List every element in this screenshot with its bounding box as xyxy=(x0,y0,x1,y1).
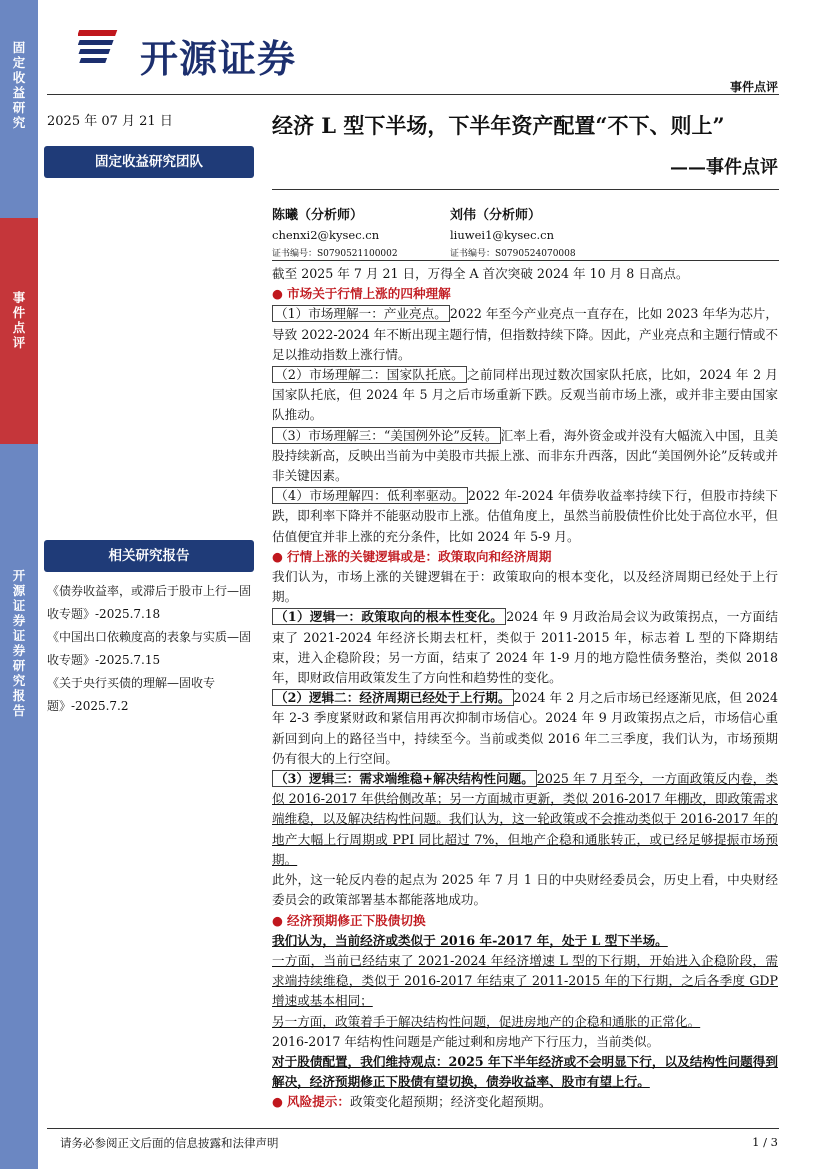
report-subtitle: ——事件点评 xyxy=(670,157,778,178)
paragraph: （2）市场理解二：国家队托底。 之前同样出现过数次国家队托底，比如，2024 年 2 月国家队托底，但 2024 年 5 月之后市场重新下跌。反观当前市场上涨，或并非主要由国家队推动。 xyxy=(272,367,778,423)
analyst-email[interactable]: liuwei1@kysec.cn xyxy=(450,228,555,242)
point-label: （2）逻辑二：经济周期已经处于上行期。 xyxy=(272,689,514,706)
brand-name: 开源证券 xyxy=(140,37,297,81)
page-number: 1 / 3 xyxy=(752,1135,778,1149)
report-title: 经济 L 型下半场，下半年资产配置“不下、则上” xyxy=(272,113,725,138)
related-reports-list xyxy=(47,580,262,718)
side-strip-mid xyxy=(0,218,38,444)
point-label: （2）市场理解二：国家队托底。 xyxy=(272,366,467,383)
bullet-icon: ● xyxy=(272,1094,283,1110)
analyst-cert: 证书编号：S0790521100002 xyxy=(272,249,398,259)
report-body xyxy=(272,264,778,1113)
footer-divider xyxy=(47,1128,779,1129)
bullet-icon: ● xyxy=(272,286,283,302)
side-strip-bottom xyxy=(0,444,38,1169)
bullet-icon: ● xyxy=(272,912,283,928)
section-heading: 市场关于行情上涨的四种理解 xyxy=(287,286,451,302)
paragraph: 一方面，当前已经结束了 2021-2024 年经济增速 L 型的下行期，开始进入企稳阶段，需求端持续维稳，类似于 2016-2017 年结束了 2011-2015 年的下行期，之后各季度 GDP 增速或基本相同； xyxy=(272,952,778,1009)
footer-disclaimer: 请务必参阅正文后面的信息披露和法律声明 xyxy=(60,1136,279,1150)
related-report-item[interactable]: 《中国出口依赖度高的表象与实质—固收专题》-2025.7.15 xyxy=(47,630,252,667)
paragraph: （2）逻辑二：经济周期已经处于上行期。 2024 年 2 月之后市场已经逐渐见底，但 2024 年 2-3 季度紧财政和紧信用再次抑制市场信心。2024 年 9 月政策拐点之后，市场信心重新回到向上的路径当中，持续至今。当前或类似 2016 年二三季度，我们认为，市场预期仍有很大的上行空间。 xyxy=(272,690,778,766)
paragraph: （1）逻辑一：政策取向的根本性变化。 2024 年 9 月政治局会议为政策拐点，一方面结束了 2021-2024 年经济长期去杠杆，类似于 2011-2015 年，标志着 L 型的下降期结束，进入企稳阶段；另一方面，结束了 2024 年 1-9 月的地方隐性债务整治，类似 2018 年，即财政信用政策发生了方向性和趋势性的变化。 xyxy=(272,609,779,686)
point-label: （1）市场理解一：产业亮点。 xyxy=(272,305,450,322)
paragraph: 对于股债配置，我们维持观点：2025 年下半年经济或不会明显下行，以及结构性问题得到解决，经济预期修正下股债有望切换，债券收益率、股市有望上行。 xyxy=(272,1053,778,1090)
related-report-item[interactable]: 《关于央行买债的理解—固收专题》-2025.7.2 xyxy=(47,676,216,713)
paragraph: （3）逻辑三：需求端维稳+解决结构性问题。 2025 年 7 月至今，一方面政策反内卷，类似 2016-2017 年供给侧改革；另一方面城市更新，类似 2016-2017 年棚改，即政策需求端维稳，以及解决结构性问题。我们认为，这一轮政策或不会推动类似于 2016-2017 年的地产大幅上行周期或 PPI 同比超过 7%，但地产企稳和通胀转正，或已经足够提振市场预期。 xyxy=(272,771,778,867)
section-heading: 行情上涨的关键逻辑或是：政策取向和经济周期 xyxy=(287,548,552,564)
point-label: （3）逻辑三：需求端维稳+解决结构性问题。 xyxy=(272,770,537,787)
side-strip-top xyxy=(0,0,38,218)
analyst-1 xyxy=(272,204,398,259)
related-reports-heading: 相关研究报告 xyxy=(44,540,254,572)
paragraph: 2016-2017 年结构性问题是产能过剩和房地产下行压力，当前类似。 xyxy=(272,1033,660,1049)
paragraph: （4）市场理解四：低利率驱动。 2022 年-2024 年债券收益率持续下行，但股市持续下跌，即利率下降并不能驱动股市上涨。估值角度上，虽然当前股债性价比处于高位水平，但估值便宜并非上涨的充分条件，比如 2024 年 5-9 月。 xyxy=(272,488,778,544)
analyst-email[interactable]: chenxi2@kysec.cn xyxy=(272,228,380,242)
point-label: （1）逻辑一：政策取向的根本性变化。 xyxy=(272,608,506,625)
analyst-name: 陈曦（分析师） xyxy=(272,208,364,223)
paragraph: 此外，这一轮反内卷的起点为 2025 年 7 月 1 日的中央财经委员会，历史上看，中央财经委员会的政策部署基本都能落地成功。 xyxy=(272,872,778,908)
side-label-fixed-income: 固定收益研究 xyxy=(12,40,26,130)
intro-paragraph: 截至 2025 年 7 月 21 日，万得全 A 首次突破 2024 年 10 月 8 日高点。 xyxy=(272,266,689,281)
paragraph: 我们认为，市场上涨的关键逻辑在于：政策取向的根本变化，以及经济周期已经处于上行期。 xyxy=(272,569,778,605)
bullet-icon: ● xyxy=(272,548,283,564)
paragraph: 我们认为，当前经济或类似于 2016 年-2017 年，处于 L 型下半场。 xyxy=(272,932,668,948)
analyst-2 xyxy=(450,204,576,259)
side-label-event: 事件点评 xyxy=(12,290,26,350)
side-label-kysec: 开源证券 证券研究报告 xyxy=(12,568,26,718)
paragraph: （1）市场理解一：产业亮点。 2022 年至今产业亮点一直存在，比如 2023 年华为芯片，导致 2022-2024 年不断出现主题行情，但指数持续下降。因此，产业亮点和主题行情或不足以推动指数上涨行情。 xyxy=(272,306,778,362)
analyst-cert: 证书编号：S0790524070008 xyxy=(450,249,576,259)
paragraph: 另一方面，政策着手于解决结构性问题，促进房地产的企稳和通胀的正常化。 xyxy=(272,1013,701,1029)
point-label: （4）市场理解四：低利率驱动。 xyxy=(272,487,468,504)
kysec-logo-icon xyxy=(78,28,134,68)
risk-note: ● 风险提示：政策变化超预期；经济变化超预期。 xyxy=(272,1094,552,1110)
team-badge: 固定收益研究团队 xyxy=(44,146,254,178)
point-label: （3）市场理解三：“美国例外论”反转。 xyxy=(272,427,501,444)
doc-type: 事件点评 xyxy=(729,80,778,94)
title-divider xyxy=(272,189,779,190)
header-divider xyxy=(47,94,779,95)
analyst-name: 刘伟（分析师） xyxy=(450,208,542,223)
paragraph: （3）市场理解三：“美国例外论”反转。 汇率上看，海外资金或并没有大幅流入中国，且美股持续新高，反映出当前为中美股市共振上涨、而非东升西落，因此“美国例外论”反转或并非关键因素。 xyxy=(272,427,779,484)
section-heading: 经济预期修正下股债切换 xyxy=(287,912,426,928)
report-date: 2025 年 07 月 21 日 xyxy=(47,114,173,129)
analyst-divider xyxy=(272,260,779,261)
related-report-item[interactable]: 《债券收益率，或滞后于股市上行—固收专题》-2025.7.18 xyxy=(47,584,252,621)
